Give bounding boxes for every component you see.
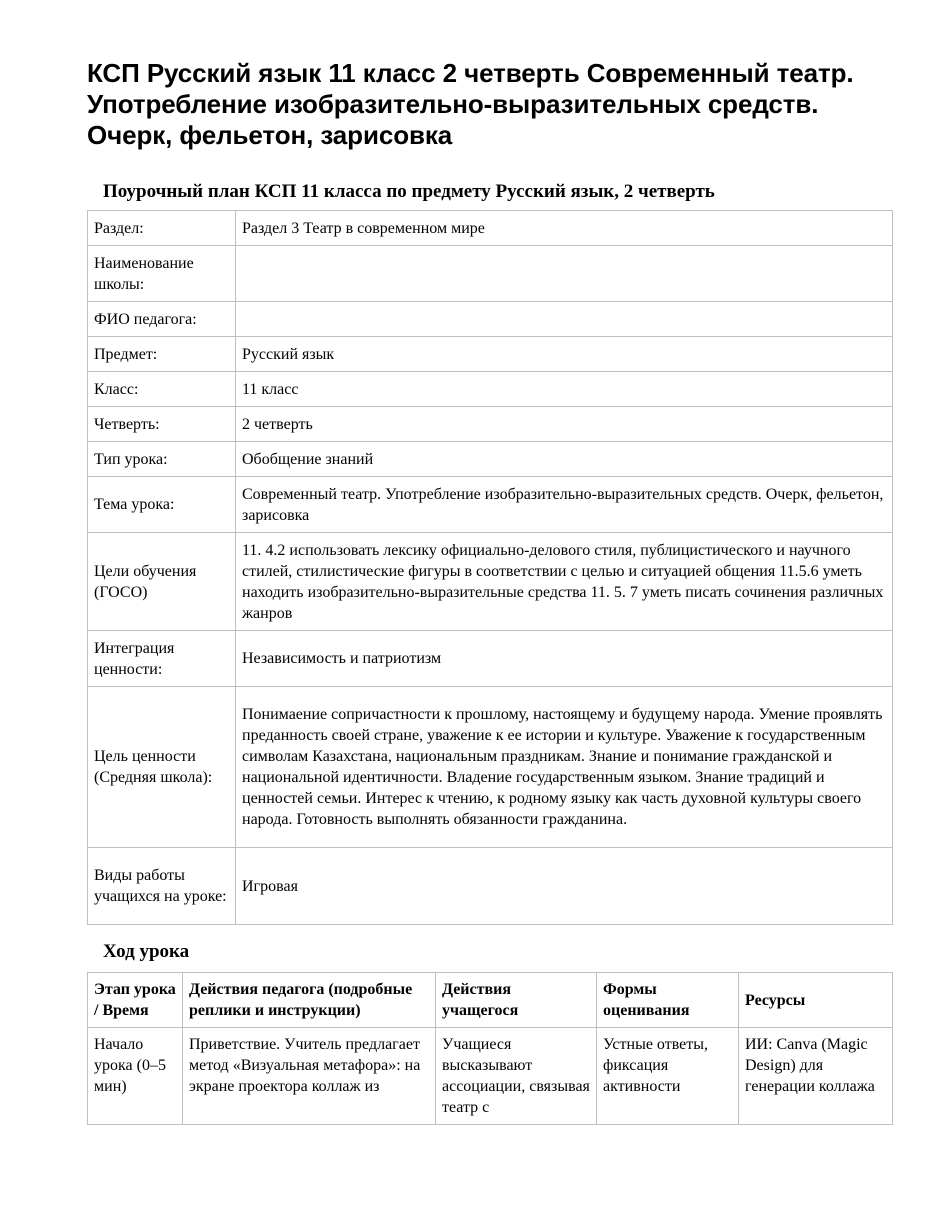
info-row xyxy=(88,246,893,302)
course-header-row xyxy=(88,973,893,1028)
info-label: Тема урока: xyxy=(88,477,236,533)
info-value: Понимаение сопричастности к прошлому, настоящему и будущему народа. Умение проявлять преданность своей стране, уважение к ее истории и культуре. Уважение к государственным символам Казахстана, национальным праздникам. Знание и понимание гражданской и национальной идентичности. Владение государственным языком. Знание традиций и ценностей семьи. Интерес к чтению, к родному языку как часть духовной культуры своего народа. Готовность выполнять обязанности гражданина. xyxy=(236,687,893,848)
info-label: Цель ценности (Средняя школа): xyxy=(88,687,236,848)
info-row xyxy=(88,631,893,687)
info-row xyxy=(88,687,893,848)
info-value: Современный театр. Употребление изобразительно-выразительных средств. Очерк, фельетон, зарисовка xyxy=(236,477,893,533)
info-label: Четверть: xyxy=(88,407,236,442)
lesson-course-table xyxy=(87,972,893,1125)
info-value: 11 класс xyxy=(236,372,893,407)
table-row xyxy=(88,1028,893,1125)
info-row xyxy=(88,211,893,246)
header-student-actions: Действия учащегося xyxy=(436,973,597,1028)
header-teacher-actions: Действия педагога (подробные реплики и инструкции) xyxy=(183,973,436,1028)
lesson-info-table xyxy=(87,210,893,925)
header-stage: Этап урока / Время xyxy=(88,973,183,1028)
info-label: Предмет: xyxy=(88,337,236,372)
info-row xyxy=(88,407,893,442)
info-row xyxy=(88,533,893,631)
info-label: Интеграция ценности: xyxy=(88,631,236,687)
course-heading: Ход урока xyxy=(103,941,190,962)
document-page xyxy=(87,58,893,1116)
cell-assessment: Устные ответы, фиксация активности xyxy=(597,1028,739,1125)
info-label: Класс: xyxy=(88,372,236,407)
info-value: 11. 4.2 использовать лексику официально-делового стиля, публицистического и научного стилей, стилистические фигуры в соответствии с целью и ситуацией общения 11.5.6 уметь находить изобразительно-выразительные средства 11. 5. 7 уметь писать сочинения различных жанров xyxy=(236,533,893,631)
cell-stage: Начало урока (0–5 мин) xyxy=(88,1028,183,1125)
plan-heading: Поурочный план КСП 11 класса по предмету Русский язык, 2 четверть xyxy=(103,181,715,202)
info-row xyxy=(88,477,893,533)
info-value xyxy=(236,246,893,302)
info-row xyxy=(88,848,893,925)
info-label: ФИО педагога: xyxy=(88,302,236,337)
info-value: Раздел 3 Театр в современном мире xyxy=(236,211,893,246)
info-row xyxy=(88,442,893,477)
info-value: Обобщение знаний xyxy=(236,442,893,477)
cell-student-actions: Учащиеся высказывают ассоциации, связывая театр с xyxy=(436,1028,597,1125)
document-title: КСП Русский язык 11 класс 2 четверть Современный театр. Употребление изобразительно-выразительных средств. Очерк, фельетон, зарисовка xyxy=(87,58,854,150)
info-value xyxy=(236,302,893,337)
header-resources: Ресурсы xyxy=(739,973,893,1028)
info-value: Русский язык xyxy=(236,337,893,372)
info-label: Раздел: xyxy=(88,211,236,246)
info-label: Цели обучения (ГОСО) xyxy=(88,533,236,631)
cell-teacher-actions: Приветствие. Учитель предлагает метод «Визуальная метафора»: на экране проектора коллаж из xyxy=(183,1028,436,1125)
info-label: Наименование школы: xyxy=(88,246,236,302)
info-row xyxy=(88,372,893,407)
header-assessment: Формы оценивания xyxy=(597,973,739,1028)
info-label: Виды работы учащихся на уроке: xyxy=(88,848,236,925)
info-row xyxy=(88,302,893,337)
info-label: Тип урока: xyxy=(88,442,236,477)
info-value: Независимость и патриотизм xyxy=(236,631,893,687)
info-value: 2 четверть xyxy=(236,407,893,442)
info-value: Игровая xyxy=(236,848,893,925)
info-row xyxy=(88,337,893,372)
cell-resources: ИИ: Canva (Magic Design) для генерации коллажа xyxy=(739,1028,893,1125)
